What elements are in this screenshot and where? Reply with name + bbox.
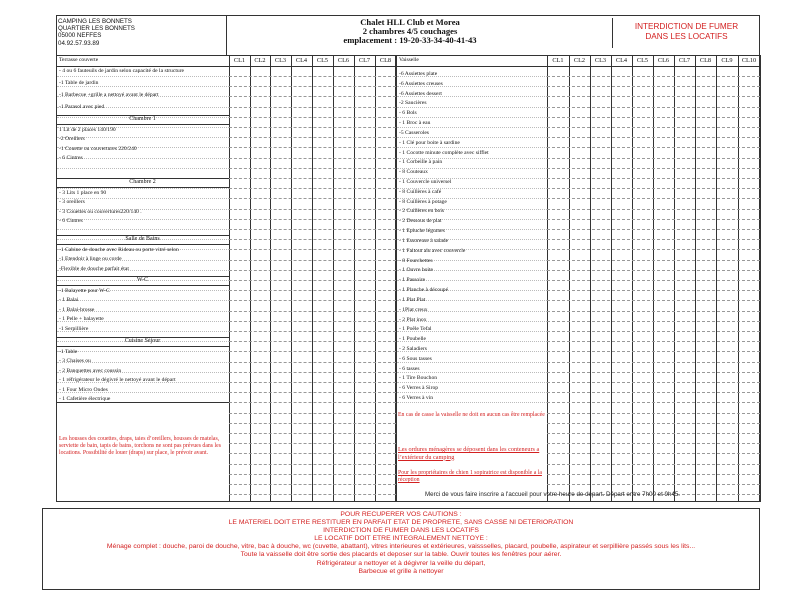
row-guide (547, 270, 760, 271)
row-guide (229, 453, 396, 454)
check-column-header: CL2 (254, 57, 266, 64)
title-line: 2 chambres 4/5 couchages (362, 26, 458, 37)
inventory-item: -1 Parasol avec pied (59, 104, 105, 110)
check-column-header: CL3 (274, 57, 287, 64)
deposit-conditions (42, 508, 760, 590)
check-column-header: CL4 (615, 57, 628, 64)
column-divider (674, 55, 675, 502)
condition-line: LE LOCATIF DOIT ETRE INTEGRALEMENT NETTOYE : (314, 535, 488, 543)
row-guide (229, 402, 396, 403)
vaisselle-item: -2 Saucières (399, 100, 427, 107)
row-guide (229, 137, 396, 138)
vaisselle-item: - 1 Plat Plat (399, 296, 426, 303)
row-guide (547, 76, 760, 77)
row-guide (229, 117, 396, 118)
row-guide (229, 372, 396, 373)
vaisselle-item: - 1 Planche à découpé (399, 287, 449, 294)
row-guide (547, 321, 760, 322)
row-guide (547, 96, 760, 97)
check-column-header: CL8 (699, 57, 712, 64)
row-guide (229, 249, 396, 250)
check-column-header: CL1 (552, 57, 564, 64)
row-guide (397, 127, 547, 128)
inventory-item: - 6 Cintres (59, 218, 83, 225)
check-column-header: CL10 (741, 57, 757, 64)
vaisselle-item: -6 Assiettes dessert (399, 90, 442, 97)
row-guide (57, 76, 229, 77)
vaisselle-item: - 1 Couvercle universel (399, 179, 452, 186)
row-guide (547, 249, 760, 250)
column-divider (375, 55, 376, 502)
title-line: Chalet HLL Club et Morea (360, 17, 460, 27)
row-guide (229, 76, 396, 77)
condition-line: Réfrigérateur a nettoyer et à dégivrer la veille du départ, (316, 559, 486, 567)
vaisselle-item: - 1 Passoire (399, 277, 426, 284)
row-guide (229, 331, 396, 332)
row-guide (229, 484, 396, 485)
row-guide (229, 260, 396, 261)
column-divider (695, 55, 696, 502)
row-guide (57, 168, 229, 169)
inventory-item: - 3 Couettes ou couvertures220/140 . (59, 208, 142, 215)
section-title: Salle de Bains (125, 236, 160, 242)
row-guide (547, 382, 760, 383)
row-guide (547, 290, 760, 291)
vaisselle-item: - 8 Cuillères à café (399, 188, 442, 195)
camping-address (58, 18, 135, 47)
inventory-item: - 6 Cintres (59, 155, 83, 162)
vaisselle-item: - 6 tasses (399, 365, 420, 372)
vaisselle-item: - 2 Cuillères en bois (399, 208, 445, 215)
check-column-header: CL5 (316, 57, 329, 64)
column-divider (250, 55, 251, 502)
row-guide (547, 362, 760, 363)
row-guide (229, 107, 396, 108)
vaisselle-item: - 1 Faitout alu avec couvercle (399, 247, 466, 254)
inventory-item: -1 Barbecue +grille a nettoyé avant le départ (59, 92, 159, 98)
condition-line: Ménage complet : douche, paroi de douche, vitre, bac à douche, wc (cuvette, abattant), vitres interieures et extérieures, vaissselles, placard, poubelle, aspirateur et serpillière passés sous les lits... (106, 543, 696, 551)
row-guide (397, 117, 547, 118)
vaisselle-item: - 6 Bols (399, 110, 417, 117)
row-guide (229, 96, 396, 97)
row-guide (229, 209, 396, 210)
inventory-item: 1 Lit de 2 places 140/190 (59, 127, 116, 133)
row-guide (547, 372, 760, 373)
row-guide (229, 392, 396, 393)
vaisselle-item: - 8 Fourchettes (399, 257, 433, 264)
breakage-note: En cas de casse la vaisselle ne doit en aucun cas être remplacée (398, 412, 545, 418)
column-divider (716, 55, 717, 502)
waste-note: Les ordures ménagères se déposent dans les conteneurs a l’extérieur du camping (398, 446, 540, 461)
section-divider (56, 244, 229, 245)
row-guide (547, 433, 760, 434)
row-guide (547, 168, 760, 169)
vaisselle-item: - 1Plat creux (399, 306, 428, 313)
vaisselle-item: - 1 Clé pour boite à sardine (399, 139, 460, 146)
column-divider (354, 55, 355, 502)
vaisselle-item: -5 Casseroles (399, 129, 429, 136)
vaisselle-item: - 6 Verres à vin (399, 395, 434, 402)
row-guide (547, 423, 760, 424)
inventory-item: -1 Table de jardin (59, 80, 99, 86)
check-column-header: CL6 (337, 57, 350, 64)
row-guide (547, 117, 760, 118)
row-guide (229, 474, 396, 475)
row-guide (229, 362, 396, 363)
section-title: Vaisselle (399, 57, 419, 63)
address-line: 05000 NEFFES (58, 32, 102, 40)
check-column-header: CL5 (636, 57, 649, 64)
row-guide (229, 300, 396, 301)
vaisselle-item: - 1 Poêle Tefal (399, 326, 432, 333)
section-divider (56, 285, 229, 286)
row-guide (547, 107, 760, 108)
row-guide (229, 219, 396, 220)
inventory-item: - 3 Lits 1 place en 90 (59, 190, 107, 196)
row-guide (229, 178, 396, 179)
column-divider (270, 55, 271, 502)
inventory-item: - 2 Banquettes avec coussin (59, 367, 122, 374)
section-title: W-C (136, 277, 149, 283)
inventory-item: -Flexible de douche parfait état (59, 265, 129, 272)
vaisselle-item: - 8 Cuillères à potage (399, 198, 447, 205)
vaisselle-item: - 1 Tire Bouchon (399, 375, 438, 382)
vaisselle-item: - 2 Plat inox (399, 316, 427, 323)
row-guide (547, 300, 760, 301)
column-divider (760, 55, 761, 502)
column-divider (611, 55, 612, 502)
column-divider (590, 55, 591, 502)
vaisselle-item: - 8 Couteaux (399, 169, 428, 176)
row-guide (397, 147, 547, 148)
row-guide (397, 392, 547, 393)
inventory-item: - 1 Pelle + balayette (59, 316, 104, 323)
row-guide (547, 178, 760, 179)
inventory-item: -1 Etendoir à linge ou corde (59, 256, 122, 263)
condition-line: POUR RECUPERER VOS CAUTIONS : (340, 511, 462, 518)
section-title: Chambre 2 (129, 179, 156, 185)
document-title (340, 18, 480, 46)
row-guide (229, 158, 396, 159)
row-guide (547, 280, 760, 281)
address-line: QUARTIER LES BONNETS (58, 25, 135, 33)
row-guide (547, 392, 760, 393)
inventory-item: -1 Serpillière (59, 325, 89, 332)
vaisselle-item: -6 Assiettes plate (399, 71, 438, 77)
row-guide (547, 351, 760, 352)
row-guide (229, 127, 396, 128)
row-guide (547, 474, 760, 475)
section-divider (56, 402, 229, 403)
check-column-header: CL7 (358, 57, 371, 64)
row-guide (547, 331, 760, 332)
inventory-item: - 1 Balai-brosse (59, 306, 95, 313)
inventory-item: - 3 Chaises ou (59, 358, 91, 365)
check-column-header: CL3 (594, 57, 607, 64)
inventory-item: - 4 ou 6 fauteuils de jardin selon capacité de la structure (59, 68, 185, 74)
inventory-item: - 1 Balai (59, 297, 79, 304)
row-guide (397, 137, 547, 138)
row-guide (397, 382, 547, 383)
warning-line: INTERDICTION DE FUMER (634, 22, 739, 31)
inventory-item: -1 Balayette pour W-C (59, 288, 110, 294)
row-guide (229, 280, 396, 281)
row-guide (229, 86, 396, 87)
check-column-header: CL6 (657, 57, 670, 64)
column-divider (396, 55, 397, 502)
row-guide (229, 433, 396, 434)
row-guide (229, 423, 396, 424)
title-line: emplacement : 19-20-33-34-40-41-43 (343, 35, 477, 46)
inventory-item: -1 Table (59, 349, 78, 355)
row-guide (229, 290, 396, 291)
row-guide (547, 484, 760, 485)
row-guide (547, 229, 760, 230)
inventory-item: -1 Couette ou couvertures 220/240 (59, 145, 137, 152)
row-guide (229, 188, 396, 189)
condition-line: Toute la vaisselle doit être sortie des placards et deposer sur la table. Ouvrir toutes les fenêtres pour aérer. (240, 551, 562, 559)
vaisselle-item: - 1 Broc à eau (399, 120, 431, 127)
row-guide (229, 351, 396, 352)
section-title: Cuisine Séjour (124, 338, 161, 344)
row-guide (547, 311, 760, 312)
row-guide (547, 137, 760, 138)
row-guide (547, 127, 760, 128)
column-divider (653, 55, 654, 502)
row-guide (547, 260, 760, 261)
check-column-header: CL2 (573, 57, 586, 64)
check-column-header: CL1 (233, 57, 246, 64)
vaisselle-item: - 1 Cocotte minute complète avec sifflet (399, 149, 489, 156)
check-column-header: CL9 (721, 57, 733, 64)
row-guide (547, 86, 760, 87)
check-column-header: CL4 (295, 57, 308, 64)
inventory-item: - 1 Four Micro Ondes (59, 386, 108, 393)
row-guide (229, 147, 396, 148)
row-guide (229, 229, 396, 230)
condition-line: LE MATERIEL DOIT ETRE RESTITUER EN PARFAIT ETAT DE PROPRETE, SANS CASSE NI DETERIORATION (228, 519, 574, 527)
inventory-item: - 1 Cafetière électrique (59, 396, 111, 402)
column-divider (547, 55, 548, 502)
row-guide (229, 443, 396, 444)
row-guide (547, 453, 760, 454)
row-guide (229, 464, 396, 465)
row-guide (229, 382, 396, 383)
row-guide (547, 147, 760, 148)
section-divider (56, 346, 229, 347)
phone-number: 04.92.57.93.89 (58, 39, 100, 47)
row-guide (547, 341, 760, 342)
condition-line: INTERDICTION DE FUMER DANS LES LOCATIFS (323, 527, 479, 535)
check-column-header: CL7 (678, 57, 691, 64)
vaisselle-item: - 1 Essoreuse à salade (399, 237, 449, 244)
row-guide (229, 413, 396, 414)
linen-note: Les housses des couettes, draps, taies d’oreillers, housses de matelas, serviette de bain, tapis de bains, torchons ne sont pas prévues dans les locations. Possibilité de louer (draps) sur place, le prévoir avant. (59, 436, 221, 456)
section-divider (56, 187, 229, 188)
section-divider (56, 124, 229, 125)
vaisselle-item: - 1 Corbeille à pain (399, 159, 443, 166)
row-guide (547, 443, 760, 444)
row-guide (547, 413, 760, 414)
column-divider (569, 55, 570, 502)
column-divider (229, 55, 230, 502)
row-guide (547, 464, 760, 465)
row-guide (229, 341, 396, 342)
column-divider (291, 55, 292, 502)
column-divider (632, 55, 633, 502)
row-guide (547, 219, 760, 220)
column-divider (738, 55, 739, 502)
row-guide (547, 239, 760, 240)
warning-line: DANS LES LOCATIFS (645, 32, 728, 41)
row-guide (547, 198, 760, 199)
vaisselle-item: -6 Assiettes creuses (399, 80, 443, 87)
vaisselle-item: - 1 Poubelle (399, 336, 427, 343)
row-guide (229, 494, 396, 495)
inventory-item: - 3 oreillers (59, 199, 85, 206)
row-guide (229, 321, 396, 322)
section-title: Terrasse couverte (59, 57, 99, 63)
departure-note: Merci de vous faire inscrire a l'accueil pour votre heure de départ. Départ entre 7h00 et 9h45. (425, 491, 681, 498)
vaisselle-item: - 6 Sous tasses (399, 355, 432, 362)
vaisselle-item: - 2 Saladiers (399, 345, 427, 352)
vaisselle-item: - 1 Ouvre boite (399, 267, 434, 274)
vaisselle-item: - 6 Verres à Sirop (399, 385, 439, 392)
smoking-warning (612, 18, 760, 48)
column-divider (333, 55, 334, 502)
row-guide (229, 239, 396, 240)
vaisselle-item: - 2 Dessous de plat (399, 218, 442, 225)
row-guide (547, 188, 760, 189)
section-title: Chambre 1 (129, 116, 156, 122)
column-divider (312, 55, 313, 502)
condition-line: Barbecue et grille à nettoyer (358, 567, 444, 575)
row-guide (229, 168, 396, 169)
vaisselle-item: - 1 Épluche légumes (399, 228, 445, 235)
check-column-header: CL8 (379, 57, 392, 64)
header-divider (56, 66, 760, 67)
row-guide (57, 229, 229, 230)
dog-note: Pour les propriétaires de chien 1 sopiratrice est disponible a la réception (398, 470, 542, 483)
inventory-item: -1 Cabine de douche avec Rideau ou porte vitré selon (59, 247, 179, 253)
row-guide (547, 158, 760, 159)
row-guide (397, 402, 547, 403)
row-guide (547, 209, 760, 210)
inventory-item: - 1 réfrigérateur le dégivré le nettoyé avant le départ (59, 377, 176, 384)
row-guide (229, 311, 396, 312)
row-guide (229, 198, 396, 199)
address-line: CAMPING LES BONNETS (58, 18, 132, 25)
row-guide (547, 402, 760, 403)
row-guide (229, 270, 396, 271)
inventory-item: -2 Oreillers (59, 136, 85, 143)
